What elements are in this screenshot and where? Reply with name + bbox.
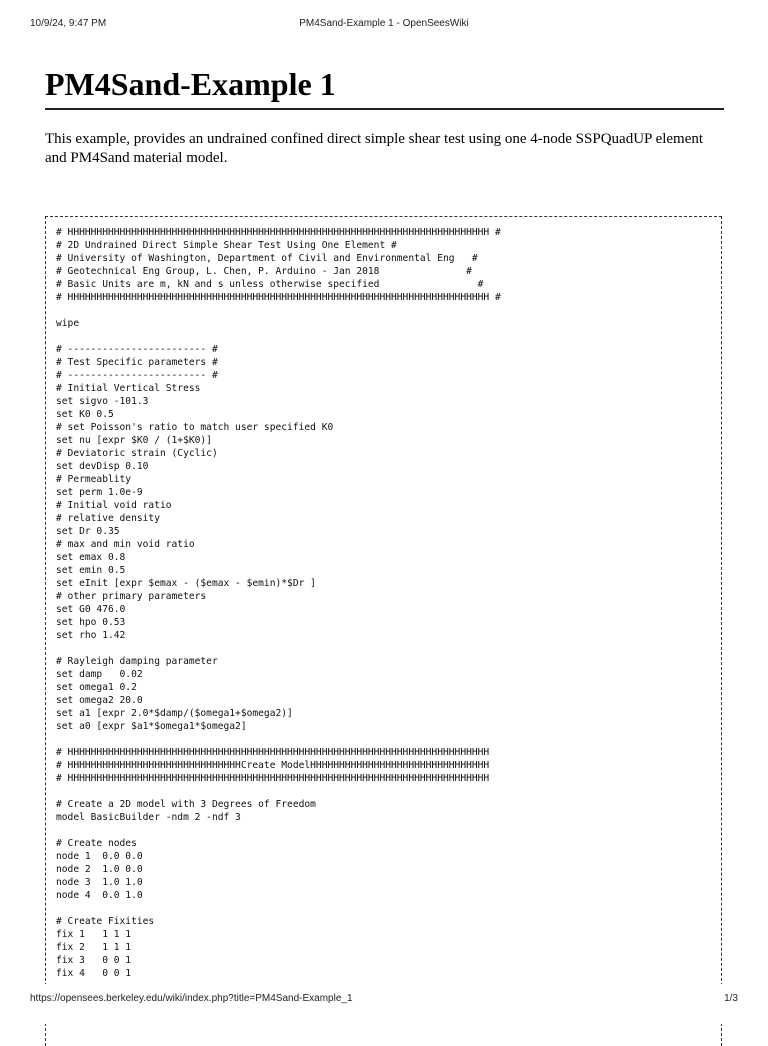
code-line: fix 2 1 1 1	[56, 942, 132, 953]
code-line: # Initial void ratio	[56, 500, 172, 511]
code-line: # relative density	[56, 513, 160, 524]
code-line: # Basic Units are m, kN and s unless otherwise specified #	[56, 279, 484, 290]
print-footer-page-number: 1/3	[724, 993, 738, 1004]
code-line: set hpo 0.53	[56, 617, 126, 628]
intro-paragraph: This example, provides an undrained confined direct simple shear test using one 4-node SSPQuadUP element and PM4Sand material model.	[45, 131, 704, 166]
code-line: # HHHHHHHHHHHHHHHHHHHHHHHHHHHHHHCreate ModelHHHHHHHHHHHHHHHHHHHHHHHHHHHHHHH	[56, 760, 490, 771]
page-title: PM4Sand-Example 1	[45, 62, 724, 110]
code-line: node 3 1.0 1.0	[56, 877, 143, 888]
code-line: set emin 0.5	[56, 565, 126, 576]
code-line: set G0 476.0	[56, 604, 126, 615]
code-line: # Geotechnical Eng Group, L. Chen, P. Arduino - Jan 2018 #	[56, 266, 472, 277]
code-line: # other primary parameters	[56, 591, 207, 602]
code-line: set nu [expr $K0 / (1+$K0)]	[56, 435, 212, 446]
print-footer-url: https://opensees.berkeley.edu/wiki/index.php?title=PM4Sand-Example_1	[30, 993, 353, 1004]
code-line: set perm 1.0e-9	[56, 487, 143, 498]
code-line: # Rayleigh damping parameter	[56, 656, 218, 667]
code-line: fix 3 0 0 1	[56, 955, 132, 966]
print-header-datetime: 10/9/24, 9:47 PM	[30, 18, 107, 29]
code-line: set a1 [expr 2.0*$damp/($omega1+$omega2)]	[56, 708, 293, 719]
code-line: # Permeablity	[56, 474, 132, 485]
code-line: # ------------------------ #	[56, 344, 218, 355]
tcl-script	[46, 217, 721, 980]
code-block	[45, 216, 722, 1046]
code-line: node 1 0.0 0.0	[56, 851, 143, 862]
code-line: # HHHHHHHHHHHHHHHHHHHHHHHHHHHHHHHHHHHHHHHHHHHHHHHHHHHHHHHHHHHHHHHHHHHHHHHHH	[56, 747, 490, 758]
code-line: # set Poisson's ratio to match user specified K0	[56, 422, 334, 433]
code-line: set rho 1.42	[56, 630, 126, 641]
code-line: model BasicBuilder -ndm 2 -ndf 3	[56, 812, 241, 823]
code-line: # 2D Undrained Direct Simple Shear Test Using One Element #	[56, 240, 397, 251]
code-line: set damp 0.02	[56, 669, 143, 680]
code-line: set omega1 0.2	[56, 682, 137, 693]
code-line: # Deviatoric strain (Cyclic)	[56, 448, 218, 459]
code-line: # Create nodes	[56, 838, 137, 849]
print-header-page-title: PM4Sand-Example 1 - OpenSeesWiki	[299, 18, 469, 29]
print-footer	[0, 984, 768, 1024]
code-line: set Dr 0.35	[56, 526, 120, 537]
code-line: set a0 [expr $a1*$omega1*$omega2]	[56, 721, 247, 732]
code-line: # HHHHHHHHHHHHHHHHHHHHHHHHHHHHHHHHHHHHHHHHHHHHHHHHHHHHHHHHHHHHHHHHHHHHHHHHH #	[56, 292, 501, 303]
code-line: # max and min void ratio	[56, 539, 195, 550]
code-line: wipe	[56, 318, 80, 329]
code-line: # HHHHHHHHHHHHHHHHHHHHHHHHHHHHHHHHHHHHHHHHHHHHHHHHHHHHHHHHHHHHHHHHHHHHHHHHH	[56, 773, 490, 784]
code-line: # University of Washington, Department of Civil and Environmental Eng #	[56, 253, 478, 264]
code-line: # Create Fixities	[56, 916, 155, 927]
code-line: set emax 0.8	[56, 552, 126, 563]
code-line: set sigvo -101.3	[56, 396, 149, 407]
code-line: # ------------------------ #	[56, 370, 218, 381]
code-line: # HHHHHHHHHHHHHHHHHHHHHHHHHHHHHHHHHHHHHHHHHHHHHHHHHHHHHHHHHHHHHHHHHHHHHHHHH #	[56, 227, 501, 238]
code-line: set omega2 20.0	[56, 695, 143, 706]
code-line: set eInit [expr $emax - ($emax - $emin)*$Dr ]	[56, 578, 316, 589]
code-line: # Create a 2D model with 3 Degrees of Freedom	[56, 799, 316, 810]
code-line: node 4 0.0 1.0	[56, 890, 143, 901]
code-line: set devDisp 0.10	[56, 461, 149, 472]
code-line: fix 4 0 0 1	[56, 968, 132, 979]
code-line: node 2 1.0 0.0	[56, 864, 143, 875]
code-line: set K0 0.5	[56, 409, 114, 420]
code-line: # Test Specific parameters #	[56, 357, 218, 368]
code-line: fix 1 1 1 1	[56, 929, 132, 940]
code-line: # Initial Vertical Stress	[56, 383, 201, 394]
